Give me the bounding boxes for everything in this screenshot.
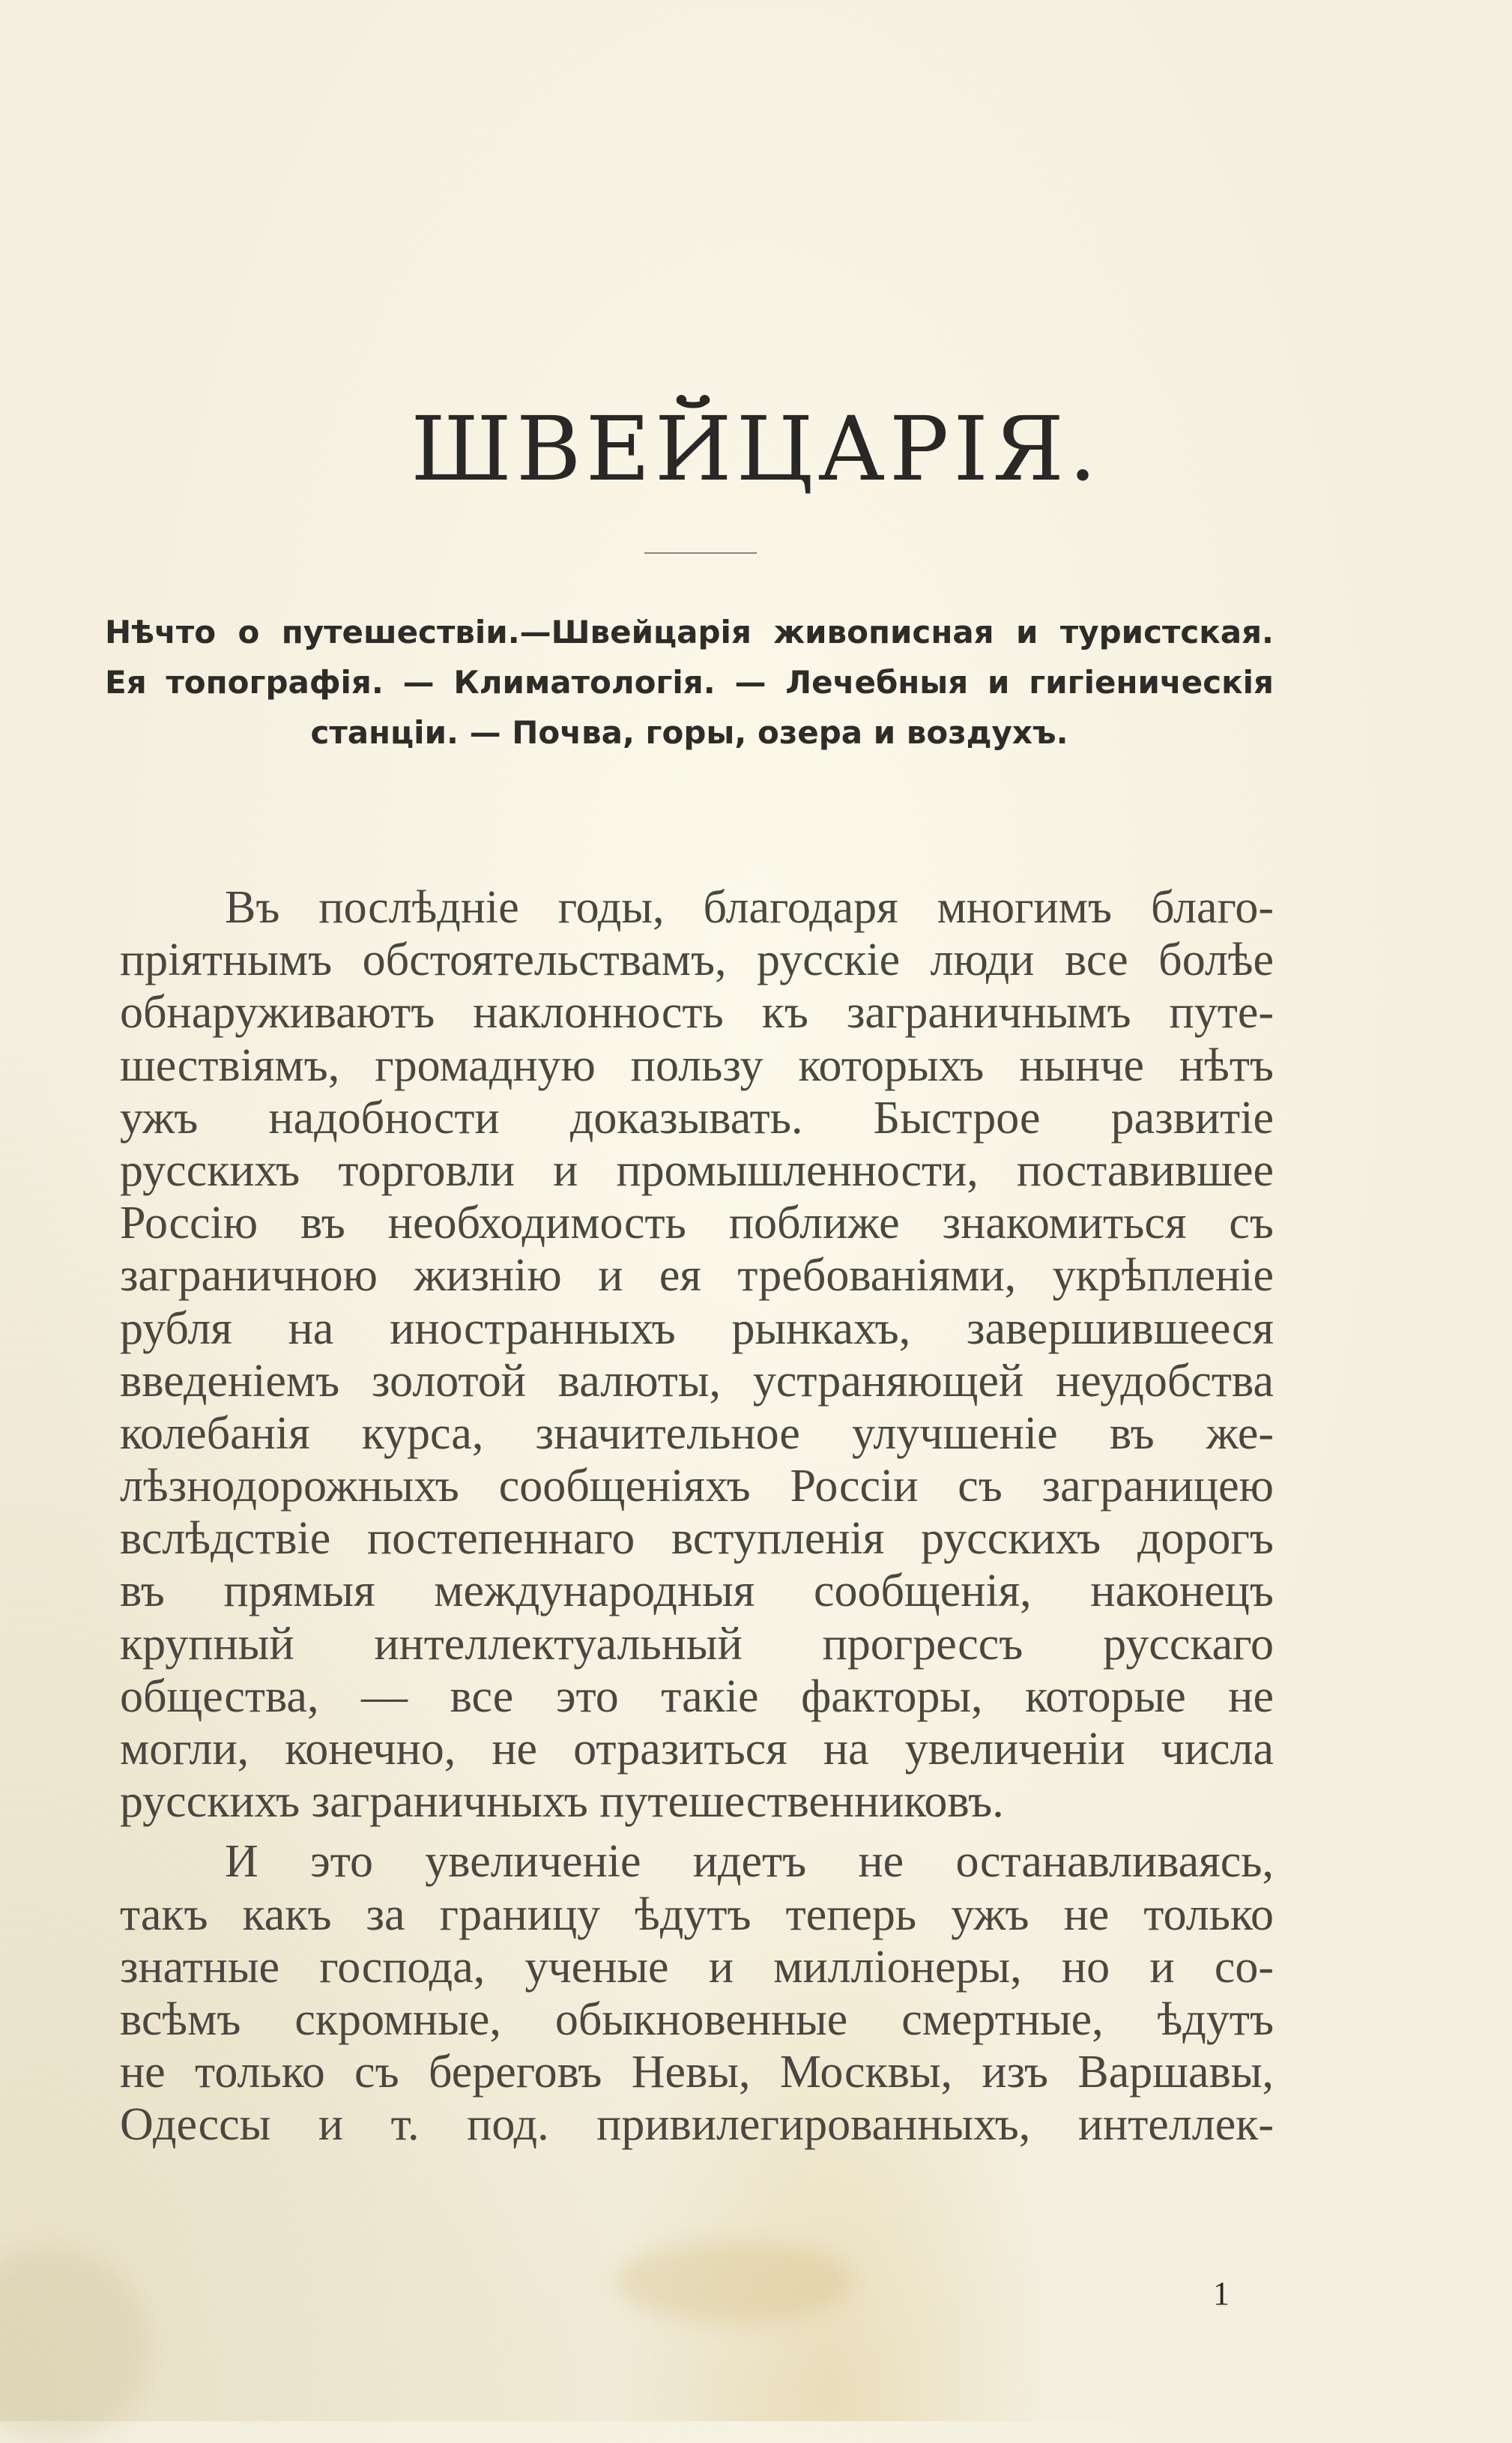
- summary-line: Нѣчто о путешествіи.—Швейцарія живописная и туристская.: [105, 614, 1274, 650]
- paper-stain-left: [0, 2248, 150, 2443]
- body-line: колебанія курса, значительное улучшеніе въ же-: [120, 1407, 1274, 1459]
- body-line: заграничною жизнію и ея требованіями, укрѣпленіе: [120, 1250, 1274, 1302]
- body-line: не только съ береговъ Невы, Москвы, изъ Варшавы,: [120, 2047, 1274, 2098]
- body-line: русскихъ торговли и промышленности, поставившее: [120, 1144, 1274, 1196]
- body-line: вслѣдствіе постепеннаго вступленія русскихъ дорогъ: [120, 1513, 1274, 1565]
- body-paragraphs: [120, 881, 1274, 2151]
- chapter-summary: [105, 607, 1274, 758]
- page-number: 1: [1213, 2275, 1230, 2312]
- body-line: въ прямыя международныя сообщенія, наконецъ: [120, 1565, 1274, 1617]
- paper-stain: [614, 2241, 854, 2323]
- body-line: такъ какъ за границу ѣдутъ теперь ужъ не только: [120, 1888, 1274, 1940]
- body-line: введеніемъ золотой валюты, устраняющей неудобства: [120, 1355, 1274, 1407]
- body-line: рубля на иностранныхъ рынкахъ, завершившееся: [120, 1302, 1274, 1354]
- body-line: крупный интеллектуальный прогрессъ русскаго: [120, 1618, 1274, 1670]
- body-line: ужъ надобности доказывать. Быстрое развитіе: [120, 1092, 1274, 1144]
- body-line: общества, — все это такіе факторы, которые не: [120, 1670, 1274, 1722]
- summary-line: станціи. — Почва, горы, озера и воздухъ.: [310, 714, 1068, 751]
- body-line: знатные господа, ученые и милліонеры, но и со-: [120, 1941, 1274, 1993]
- body-line: Въ послѣдніе годы, благодаря многимъ благо-: [225, 882, 1274, 933]
- title-divider: [644, 552, 757, 554]
- body-line: русскихъ заграничныхъ путешественниковъ.: [120, 1776, 1004, 1828]
- body-line: всѣмъ скромные, обыкновенные смертные, ѣдутъ: [120, 1993, 1274, 2045]
- summary-line: Ея топографія. — Климатологія. — Лечебныя и гигіеническія: [105, 664, 1274, 701]
- body-line: обнаруживаютъ наклонность къ заграничнымъ путе-: [120, 987, 1274, 1039]
- body-line: лѣзнодорожныхъ сообщеніяхъ Россіи съ заграницею: [120, 1461, 1274, 1512]
- body-line: пріятнымъ обстоятельствамъ, русскіе люди все болѣе: [120, 934, 1274, 986]
- body-line: Одессы и т. под. привилегированныхъ, интеллек-: [120, 2099, 1274, 2151]
- body-line: И это увеличеніе идетъ не останавливаясь,: [225, 1836, 1274, 1888]
- body-line: Россію въ необходимость поближе знакомиться съ: [120, 1198, 1274, 1249]
- body-line: могли, конечно, не отразиться на увеличеніи числа: [120, 1724, 1274, 1775]
- body-line: шествіямъ, громадную пользу которыхъ нынче нѣтъ: [120, 1039, 1274, 1091]
- chapter-title: ШВЕЙЦАРІЯ.: [411, 397, 1101, 501]
